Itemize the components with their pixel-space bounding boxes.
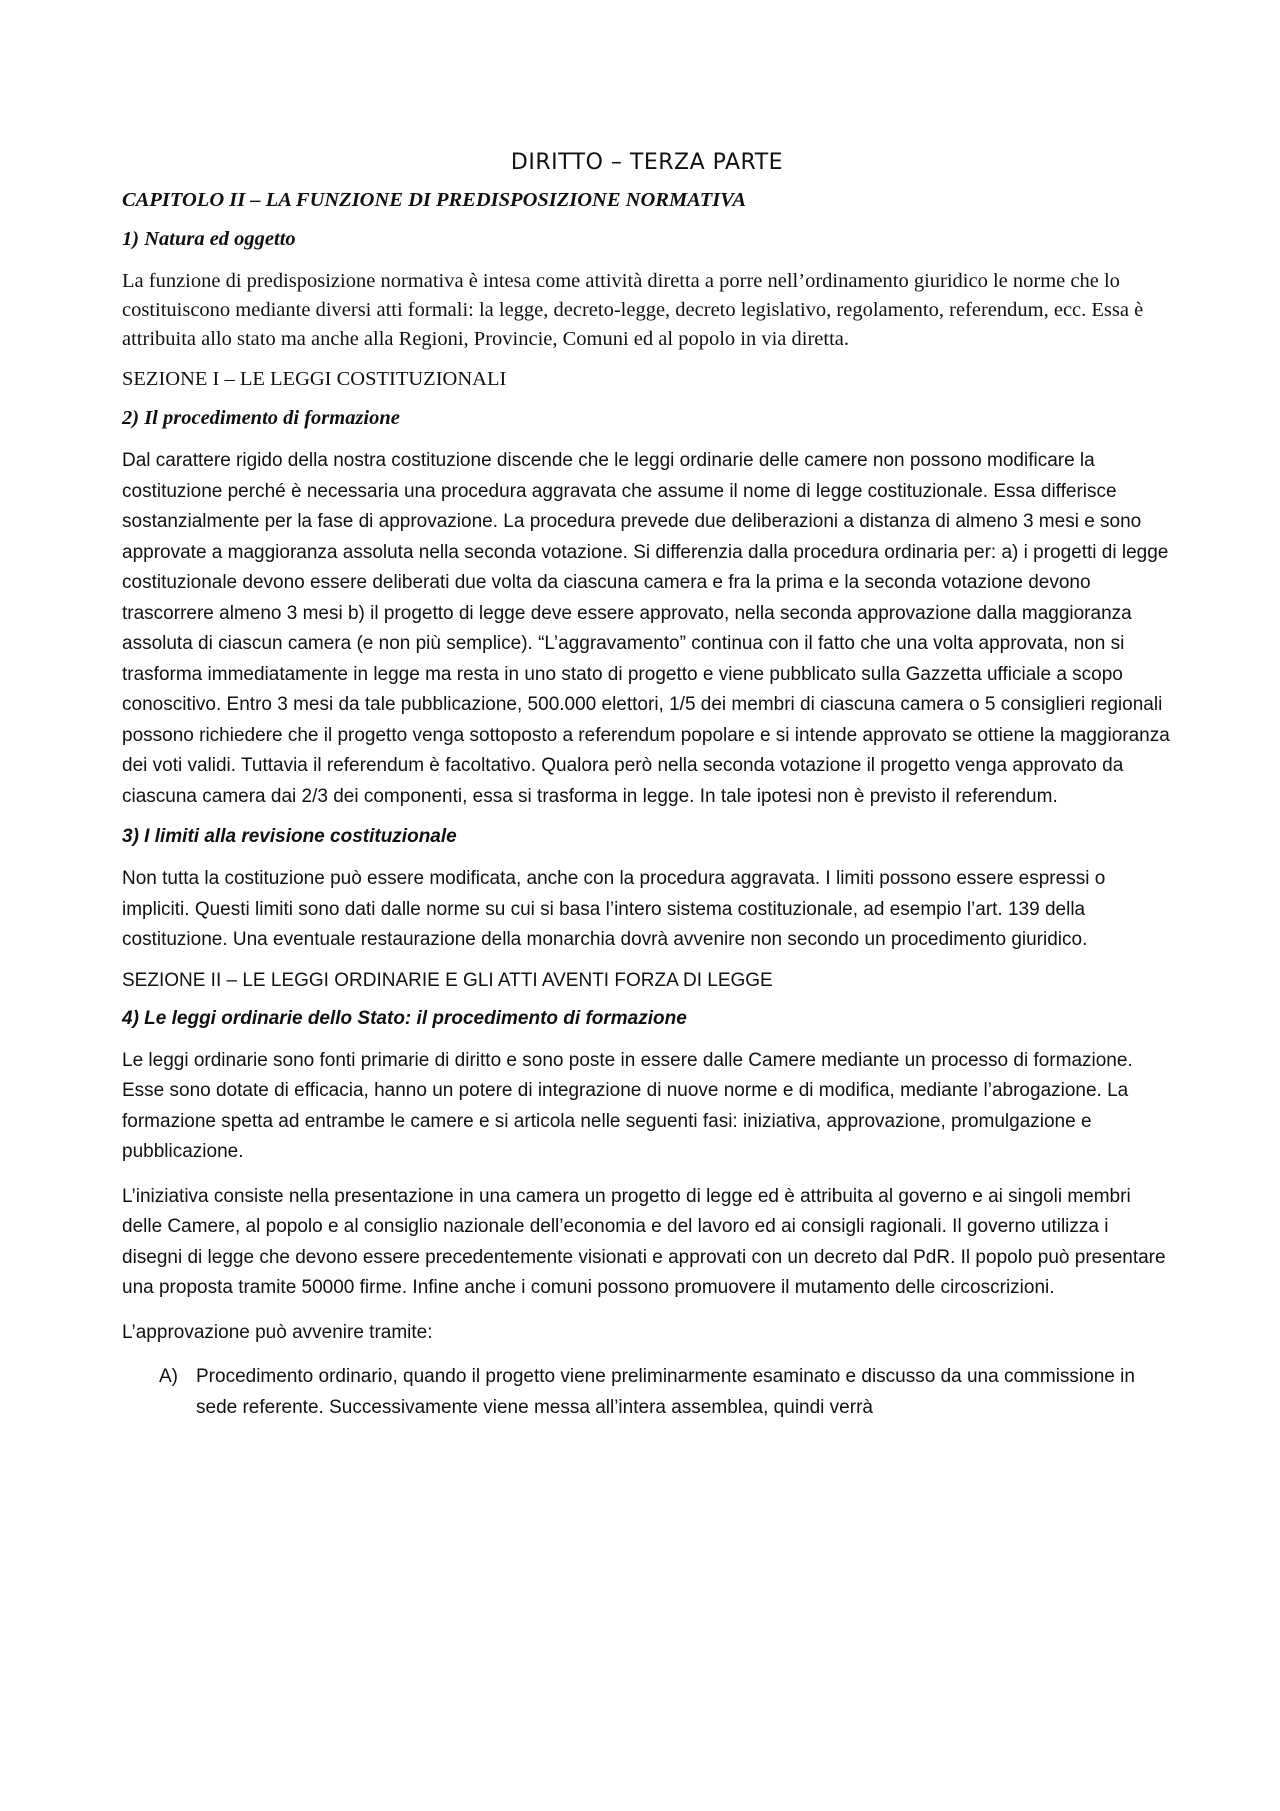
list-item [122,1362,1172,1423]
document-body [122,150,1172,1423]
document-title: DIRITTO – TERZA PARTE [510,150,784,175]
section-4-heading: 4) Le leggi ordinarie dello Stato: il procedimento di formazione [122,1007,687,1029]
list-item-text: Procedimento ordinario, quando il progetto viene preliminarmente esaminato e discusso da una commissione in sede referente. Successivamente viene messa all’intera assemblea, quindi verrà [196,1366,1135,1418]
section-3-paragraph: Non tutta la costituzione può essere modificata, anche con la procedura aggravata. I limiti possono essere espressi o impliciti. Questi limiti sono dati dalle norme su cui si basa l’intero sistema costituzionale, ad esempio l’art. 139 della costituzione. Una eventuale restaurazione della monarchia dovrà avvenire non secondo un procedimento giuridico. [122,868,1106,950]
chapter-heading: CAPITOLO II – LA FUNZIONE DI PREDISPOSIZIONE NORMATIVA [122,189,747,211]
section-4-paragraph-3: L’approvazione può avvenire tramite: [122,1321,433,1343]
part-heading-sezione-ii: SEZIONE II – LE LEGGI ORDINARIE E GLI ATTI AVENTI FORZA DI LEGGE [122,969,773,991]
section-2-paragraph: Dal carattere rigido della nostra costituzione discende che le leggi ordinarie delle camere non possono modificare la costituzione perché è necessaria una procedura aggravata che assume il nome di legge costituzionale. Essa differisce sostanzialmente per la fase di approvazione. La procedura prevede due deliberazioni a distanza di almeno 3 mesi e sono approvate a maggioranza assoluta nella seconda votazione. Si differenzia dalla procedura ordinaria per: a) i progetti di legge costituzionale devono essere deliberati due volta da ciascuna camera e fra la prima e la seconda votazione devono trascorrere almeno 3 mesi b) il progetto di legge deve essere approvato, nella seconda approvazione dalla maggioranza assoluta di ciascun camera (e non più semplice). “L’aggravamento” continua con il fatto che una volta approvata, non si trasforma immediatamente in legge ma resta in uno stato di progetto e viene pubblicato sulla Gazzetta ufficiale a scopo conoscitivo. Entro 3 mesi da tale pubblicazione, 500.000 elettori, 1/5 dei membri di ciascuna camera o 5 consiglieri regionali possono richiedere che il progetto venga sottoposto a referendum popolare e si intende approvato se ottiene la maggioranza dei voti validi. Tuttavia il referendum è facoltativo. Qualora però nella seconda votazione il progetto venga approvato da ciascuna camera dai 2/3 dei componenti, essa si trasforma in legge. In tale ipotesi non è previsto il referendum. [122,450,1170,807]
section-2-heading: 2) Il procedimento di formazione [122,407,400,429]
section-4-paragraph-1: Le leggi ordinarie sono fonti primarie di diritto e sono poste in essere dalle Camere mediante un processo di formazione. Esse sono dotate di efficacia, hanno un potere di integrazione di nuove norme e di modifica, mediante l’abrogazione. La formazione spetta ad entrambe le camere e si articola nelle seguenti fasi: iniziativa, approvazione, promulgazione e pubblicazione. [122,1049,1133,1162]
section-4-paragraph-2: L’iniziativa consiste nella presentazione in una camera un progetto di legge ed è attribuita al governo e ai singoli membri delle Camere, al popolo e al consiglio nazionale dell’economia e del lavoro ed ai consigli ragionali. Il governo utilizza i disegni di legge che devono essere precedentemente visionati e approvati con un decreto dal PdR. Il popolo può presentare una proposta tramite 50000 firme. Infine anche i comuni possono promuovere il mutamento delle circoscrizioni. [122,1185,1166,1298]
list-item-marker: A) [159,1366,178,1387]
section-1-heading: 1) Natura ed oggetto [122,228,296,250]
section-3-heading: 3) I limiti alla revisione costituzionale [122,826,457,847]
part-heading-sezione-i: SEZIONE I – LE LEGGI COSTITUZIONALI [122,368,507,390]
approval-list [122,1362,1172,1423]
section-1-paragraph: La funzione di predisposizione normativa è intesa come attività diretta a porre nell’ordinamento giuridico le norme che lo costituiscono mediante diversi atti formali: la legge, decreto-legge, decreto legislativo, regolamento, referendum, ecc. Essa è attribuita allo stato ma anche alla Regioni, Provincie, Comuni ed al popolo in via diretta. [122,270,1144,350]
